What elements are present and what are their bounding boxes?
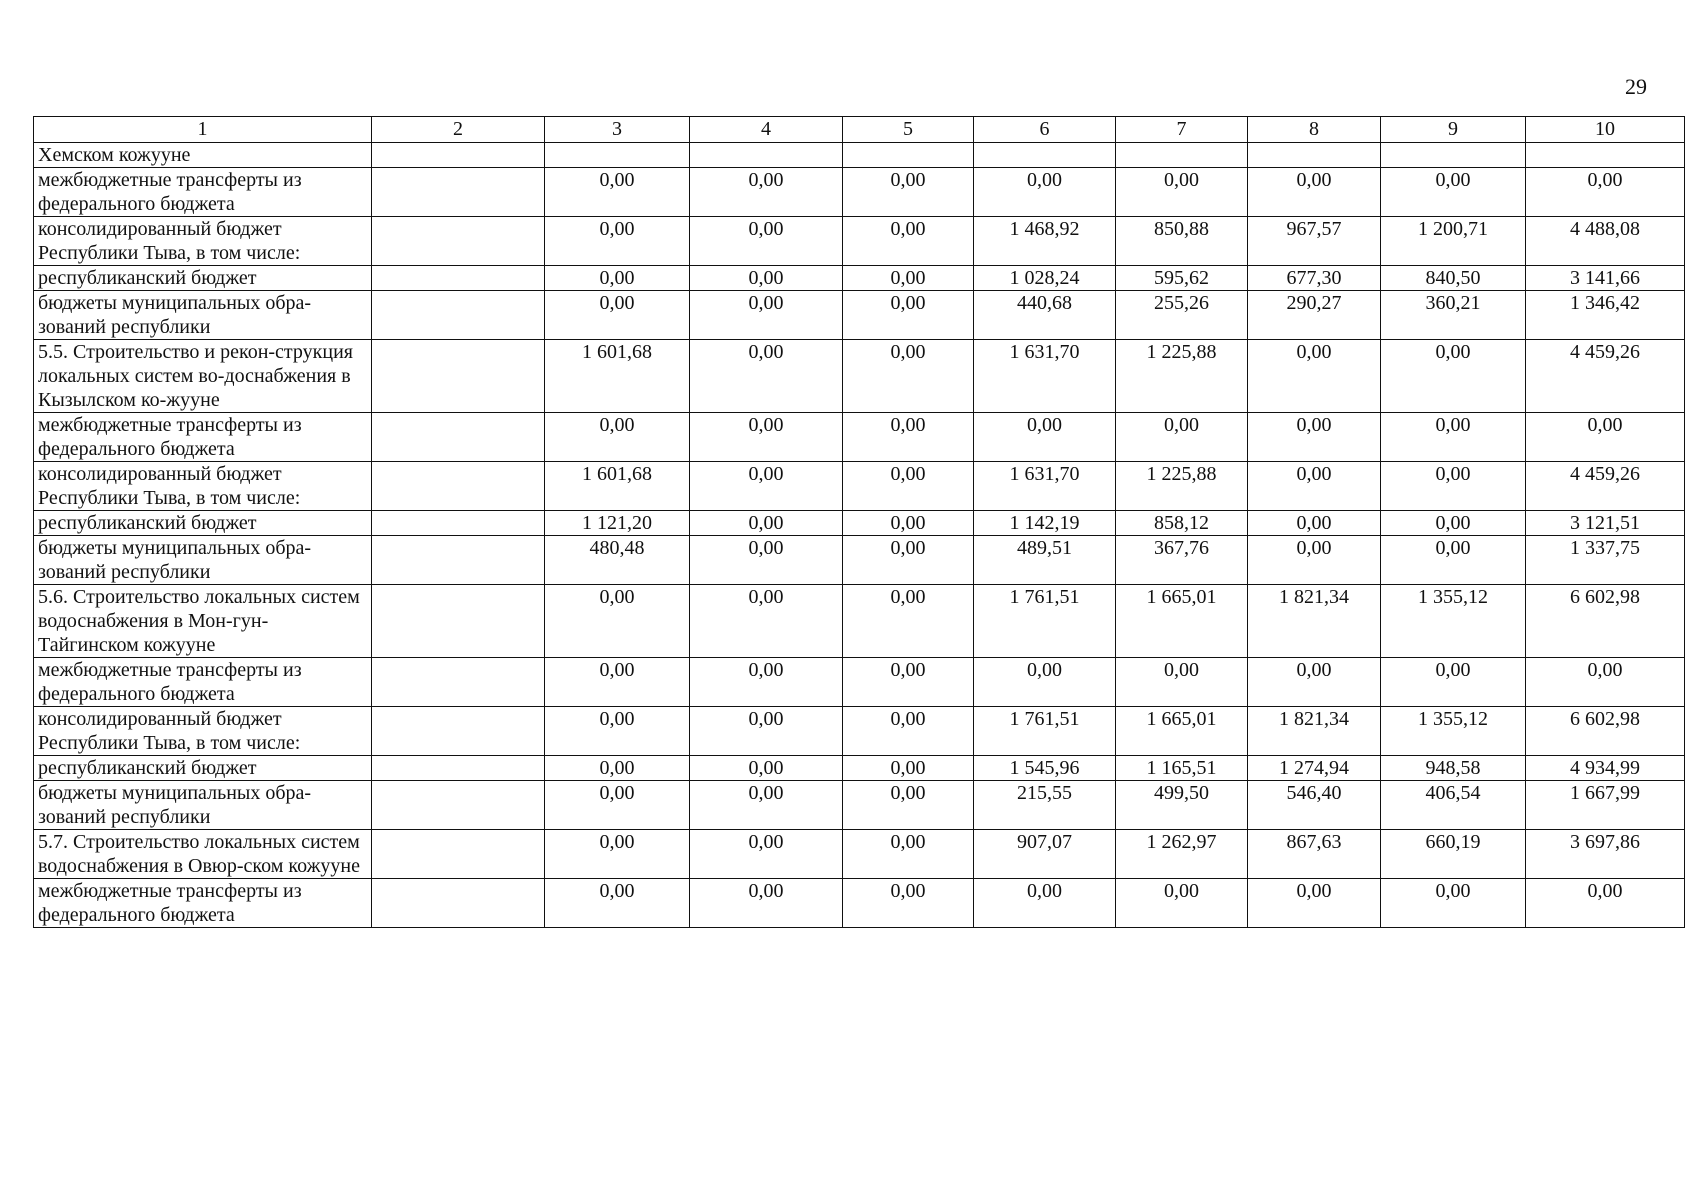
column-header: 4 — [690, 117, 843, 143]
value-cell: 1 028,24 — [974, 266, 1116, 291]
value-cell: 858,12 — [1116, 511, 1248, 536]
value-cell — [974, 143, 1116, 168]
value-cell: 4 459,26 — [1526, 340, 1685, 413]
value-cell: 840,50 — [1381, 266, 1526, 291]
row-code-cell — [372, 511, 545, 536]
value-cell — [1248, 143, 1381, 168]
budget-table — [33, 116, 1685, 928]
value-cell: 0,00 — [843, 266, 974, 291]
value-cell: 215,55 — [974, 781, 1116, 830]
value-cell: 0,00 — [545, 217, 690, 266]
table-row — [34, 879, 1685, 928]
value-cell: 1 274,94 — [1248, 756, 1381, 781]
row-code-cell — [372, 536, 545, 585]
value-cell: 0,00 — [545, 756, 690, 781]
value-cell: 1 667,99 — [1526, 781, 1685, 830]
row-label: 5.5. Строительство и рекон-струкция локальных систем во-доснабжения в Кызылском ко-жууне — [34, 340, 372, 413]
value-cell: 0,00 — [690, 291, 843, 340]
value-cell: 3 697,86 — [1526, 830, 1685, 879]
value-cell: 0,00 — [974, 168, 1116, 217]
value-cell — [843, 143, 974, 168]
value-cell: 0,00 — [690, 413, 843, 462]
value-cell: 1 200,71 — [1381, 217, 1526, 266]
value-cell: 1 631,70 — [974, 340, 1116, 413]
value-cell: 1 761,51 — [974, 585, 1116, 658]
value-cell: 0,00 — [1248, 511, 1381, 536]
value-cell: 660,19 — [1381, 830, 1526, 879]
value-cell: 0,00 — [690, 217, 843, 266]
row-code-cell — [372, 781, 545, 830]
value-cell: 1 355,12 — [1381, 585, 1526, 658]
value-cell: 255,26 — [1116, 291, 1248, 340]
row-label: Хемском кожууне — [34, 143, 372, 168]
value-cell: 0,00 — [1116, 413, 1248, 462]
row-label: бюджеты муниципальных обра-зований республики — [34, 291, 372, 340]
value-cell: 850,88 — [1116, 217, 1248, 266]
value-cell: 0,00 — [690, 536, 843, 585]
value-cell: 0,00 — [1381, 511, 1526, 536]
column-header: 10 — [1526, 117, 1685, 143]
table-row — [34, 291, 1685, 340]
value-cell: 0,00 — [545, 781, 690, 830]
row-label: консолидированный бюджет Республики Тыва, в том числе: — [34, 217, 372, 266]
value-cell: 0,00 — [843, 536, 974, 585]
row-code-cell — [372, 830, 545, 879]
row-code-cell — [372, 462, 545, 511]
value-cell: 4 488,08 — [1526, 217, 1685, 266]
value-cell: 1 121,20 — [545, 511, 690, 536]
row-code-cell — [372, 291, 545, 340]
value-cell: 595,62 — [1116, 266, 1248, 291]
value-cell: 0,00 — [690, 707, 843, 756]
value-cell: 0,00 — [545, 266, 690, 291]
value-cell: 0,00 — [1526, 658, 1685, 707]
value-cell: 0,00 — [690, 658, 843, 707]
value-cell: 6 602,98 — [1526, 707, 1685, 756]
value-cell: 1 545,96 — [974, 756, 1116, 781]
table-body — [34, 143, 1685, 928]
row-label: консолидированный бюджет Республики Тыва, в том числе: — [34, 462, 372, 511]
value-cell: 499,50 — [1116, 781, 1248, 830]
value-cell: 3 141,66 — [1526, 266, 1685, 291]
value-cell: 1 468,92 — [974, 217, 1116, 266]
value-cell: 0,00 — [1381, 658, 1526, 707]
row-label: межбюджетные трансферты из федерального бюджета — [34, 879, 372, 928]
table-row — [34, 830, 1685, 879]
value-cell: 489,51 — [974, 536, 1116, 585]
table-row — [34, 658, 1685, 707]
row-label: бюджеты муниципальных обра-зований республики — [34, 536, 372, 585]
value-cell: 0,00 — [1248, 413, 1381, 462]
row-code-cell — [372, 879, 545, 928]
header-row — [34, 117, 1685, 143]
value-cell: 0,00 — [843, 585, 974, 658]
value-cell: 0,00 — [1116, 879, 1248, 928]
value-cell: 0,00 — [843, 511, 974, 536]
value-cell: 0,00 — [1248, 168, 1381, 217]
column-header: 5 — [843, 117, 974, 143]
value-cell: 480,48 — [545, 536, 690, 585]
value-cell: 0,00 — [1381, 536, 1526, 585]
column-header: 2 — [372, 117, 545, 143]
value-cell: 948,58 — [1381, 756, 1526, 781]
row-label: межбюджетные трансферты из федерального бюджета — [34, 168, 372, 217]
value-cell: 0,00 — [690, 756, 843, 781]
value-cell: 0,00 — [843, 291, 974, 340]
value-cell: 0,00 — [545, 585, 690, 658]
value-cell: 0,00 — [843, 340, 974, 413]
value-cell: 0,00 — [843, 413, 974, 462]
value-cell: 0,00 — [1381, 879, 1526, 928]
value-cell: 0,00 — [1381, 462, 1526, 511]
row-code-cell — [372, 340, 545, 413]
value-cell: 3 121,51 — [1526, 511, 1685, 536]
value-cell: 1 821,34 — [1248, 585, 1381, 658]
row-code-cell — [372, 217, 545, 266]
value-cell: 0,00 — [545, 168, 690, 217]
row-code-cell — [372, 658, 545, 707]
table-row — [34, 413, 1685, 462]
value-cell: 0,00 — [690, 781, 843, 830]
value-cell: 360,21 — [1381, 291, 1526, 340]
value-cell: 0,00 — [843, 781, 974, 830]
table-row — [34, 462, 1685, 511]
value-cell — [545, 143, 690, 168]
value-cell: 0,00 — [1381, 340, 1526, 413]
value-cell: 546,40 — [1248, 781, 1381, 830]
table-row — [34, 781, 1685, 830]
table-row — [34, 168, 1685, 217]
row-label: бюджеты муниципальных обра-зований республики — [34, 781, 372, 830]
row-label: 5.7. Строительство локальных систем водоснабжения в Овюр-ском кожууне — [34, 830, 372, 879]
row-label: межбюджетные трансферты из федерального бюджета — [34, 658, 372, 707]
value-cell: 406,54 — [1381, 781, 1526, 830]
value-cell: 0,00 — [690, 266, 843, 291]
row-code-cell — [372, 266, 545, 291]
value-cell: 0,00 — [1381, 413, 1526, 462]
value-cell: 867,63 — [1248, 830, 1381, 879]
value-cell: 0,00 — [974, 658, 1116, 707]
value-cell: 0,00 — [545, 879, 690, 928]
row-code-cell — [372, 413, 545, 462]
table-row — [34, 536, 1685, 585]
value-cell — [1381, 143, 1526, 168]
column-header: 6 — [974, 117, 1116, 143]
value-cell: 0,00 — [545, 413, 690, 462]
value-cell: 0,00 — [1248, 462, 1381, 511]
value-cell: 1 262,97 — [1116, 830, 1248, 879]
value-cell: 0,00 — [690, 830, 843, 879]
table-row — [34, 143, 1685, 168]
value-cell: 0,00 — [545, 658, 690, 707]
value-cell: 0,00 — [1381, 168, 1526, 217]
value-cell: 0,00 — [690, 340, 843, 413]
value-cell: 0,00 — [690, 168, 843, 217]
value-cell — [1116, 143, 1248, 168]
column-header: 9 — [1381, 117, 1526, 143]
value-cell: 1 665,01 — [1116, 707, 1248, 756]
value-cell — [690, 143, 843, 168]
column-header: 8 — [1248, 117, 1381, 143]
row-code-cell — [372, 143, 545, 168]
value-cell: 440,68 — [974, 291, 1116, 340]
table-row — [34, 756, 1685, 781]
row-code-cell — [372, 168, 545, 217]
value-cell: 0,00 — [545, 830, 690, 879]
value-cell: 0,00 — [1116, 658, 1248, 707]
value-cell: 0,00 — [843, 658, 974, 707]
value-cell: 907,07 — [974, 830, 1116, 879]
row-label: республиканский бюджет — [34, 266, 372, 291]
value-cell: 0,00 — [1526, 168, 1685, 217]
value-cell: 1 337,75 — [1526, 536, 1685, 585]
value-cell: 0,00 — [974, 413, 1116, 462]
table-row — [34, 707, 1685, 756]
value-cell: 0,00 — [843, 830, 974, 879]
value-cell: 0,00 — [690, 511, 843, 536]
column-header: 3 — [545, 117, 690, 143]
row-label: республиканский бюджет — [34, 511, 372, 536]
value-cell: 1 225,88 — [1116, 340, 1248, 413]
row-label: республиканский бюджет — [34, 756, 372, 781]
row-code-cell — [372, 707, 545, 756]
value-cell: 0,00 — [690, 585, 843, 658]
value-cell: 0,00 — [1526, 413, 1685, 462]
value-cell: 0,00 — [545, 707, 690, 756]
value-cell: 4 934,99 — [1526, 756, 1685, 781]
value-cell: 0,00 — [974, 879, 1116, 928]
value-cell: 367,76 — [1116, 536, 1248, 585]
value-cell: 1 346,42 — [1526, 291, 1685, 340]
table-row — [34, 340, 1685, 413]
value-cell: 0,00 — [843, 462, 974, 511]
value-cell: 0,00 — [545, 291, 690, 340]
column-header: 7 — [1116, 117, 1248, 143]
value-cell: 0,00 — [843, 217, 974, 266]
page-number: 29 — [1625, 74, 1647, 99]
row-label: межбюджетные трансферты из федерального бюджета — [34, 413, 372, 462]
row-code-cell — [372, 585, 545, 658]
value-cell: 0,00 — [1526, 879, 1685, 928]
value-cell: 1 821,34 — [1248, 707, 1381, 756]
value-cell: 290,27 — [1248, 291, 1381, 340]
value-cell: 1 665,01 — [1116, 585, 1248, 658]
value-cell: 967,57 — [1248, 217, 1381, 266]
value-cell: 1 631,70 — [974, 462, 1116, 511]
value-cell: 0,00 — [843, 168, 974, 217]
table-row — [34, 511, 1685, 536]
column-header: 1 — [34, 117, 372, 143]
table-row — [34, 585, 1685, 658]
value-cell: 6 602,98 — [1526, 585, 1685, 658]
value-cell: 1 601,68 — [545, 462, 690, 511]
value-cell: 0,00 — [1116, 168, 1248, 217]
value-cell: 1 165,51 — [1116, 756, 1248, 781]
value-cell: 0,00 — [1248, 879, 1381, 928]
value-cell: 0,00 — [1248, 340, 1381, 413]
value-cell: 1 355,12 — [1381, 707, 1526, 756]
value-cell: 0,00 — [690, 879, 843, 928]
table-row — [34, 217, 1685, 266]
value-cell: 1 601,68 — [545, 340, 690, 413]
value-cell: 1 761,51 — [974, 707, 1116, 756]
value-cell: 677,30 — [1248, 266, 1381, 291]
value-cell: 1 225,88 — [1116, 462, 1248, 511]
row-label: 5.6. Строительство локальных систем водоснабжения в Мон-гун-Тайгинском кожууне — [34, 585, 372, 658]
value-cell: 0,00 — [690, 462, 843, 511]
value-cell — [1526, 143, 1685, 168]
table-row — [34, 266, 1685, 291]
value-cell: 0,00 — [843, 707, 974, 756]
value-cell: 0,00 — [843, 756, 974, 781]
row-code-cell — [372, 756, 545, 781]
row-label: консолидированный бюджет Республики Тыва, в том числе: — [34, 707, 372, 756]
value-cell: 0,00 — [1248, 536, 1381, 585]
value-cell: 1 142,19 — [974, 511, 1116, 536]
value-cell: 0,00 — [1248, 658, 1381, 707]
value-cell: 4 459,26 — [1526, 462, 1685, 511]
value-cell: 0,00 — [843, 879, 974, 928]
